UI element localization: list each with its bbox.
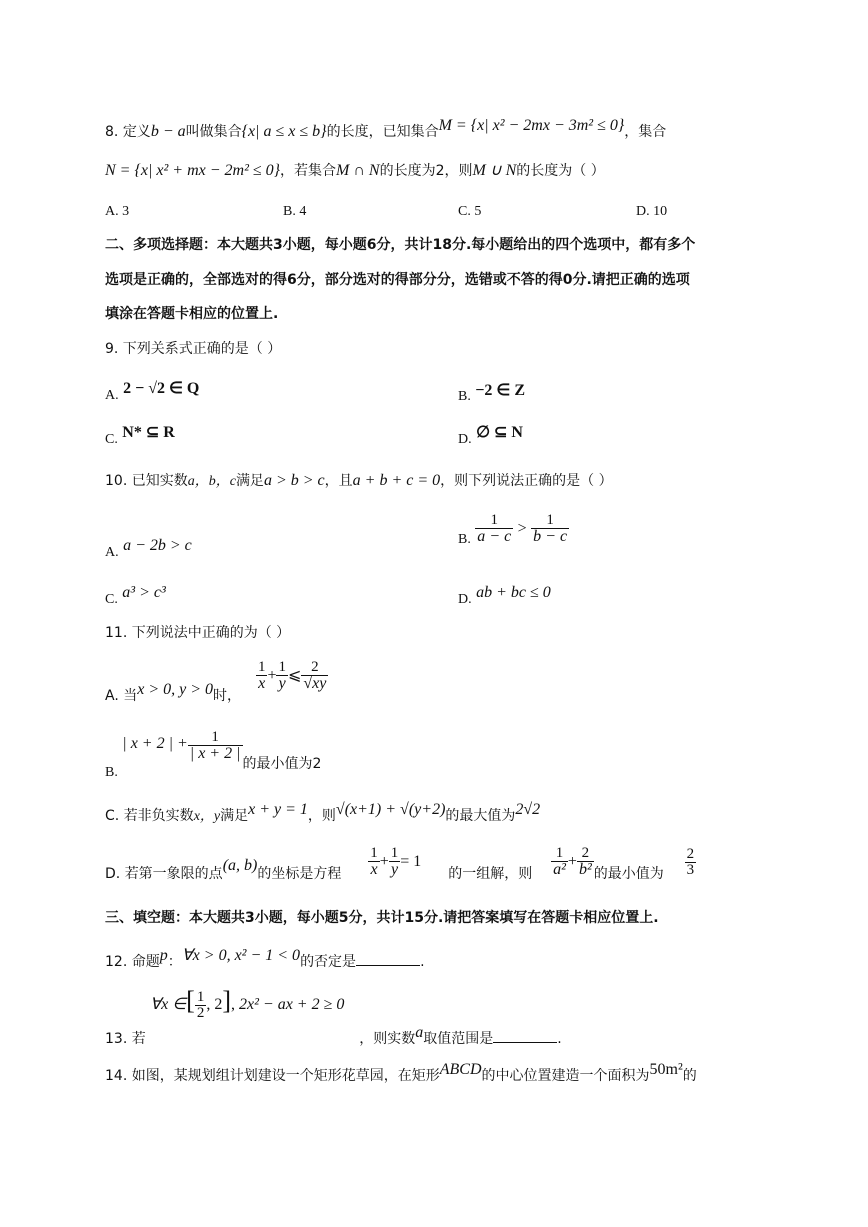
q11-option-a — [105, 659, 328, 704]
option-expr: a³ > c³ — [122, 584, 166, 601]
option-label: D. — [105, 866, 125, 882]
q11-text: 当 — [123, 688, 138, 704]
option-label: B. — [105, 765, 118, 780]
q13-text: . — [557, 1031, 562, 1047]
section2-line2: 选项是正确的，全部选对的得6分，部分选对的得部分分，选错或不答的得0分.请把正确的选项 — [105, 272, 690, 288]
q11-text: 的最大值为 — [445, 808, 516, 824]
q10-stem — [105, 473, 613, 489]
q8-text: ，若集合 — [280, 163, 337, 179]
q11-op: + — [379, 853, 389, 870]
section2-line1: 二、多项选择题：本大题共3小题，每小题6分，共计18分.每小题给出的四个选项中，都有多个 — [105, 237, 696, 253]
q9-option-c — [105, 424, 175, 447]
q12-math: ∀x > 0, x² − 1 < 0 — [181, 947, 301, 964]
option-expr: ∅ ⊆ N — [476, 424, 523, 441]
q11-math: x > 0, y > 0 — [137, 681, 214, 698]
q8-text: 叫做集合 — [185, 124, 242, 140]
q12-text: 12. 命题 — [105, 954, 160, 970]
option-label: C. — [105, 808, 124, 824]
q9-stem: 9. 下列关系式正确的是（ ） — [105, 341, 282, 357]
option-label: C. — [105, 592, 118, 607]
q12-math: p — [159, 947, 168, 964]
q11-text: 满足 — [220, 808, 249, 824]
q13-math: a — [415, 1024, 424, 1041]
q10-option-d — [458, 584, 551, 607]
q11-math: √(x+1) + √(y+2) — [335, 801, 446, 818]
q11-text: 的最小值为2 — [242, 756, 322, 772]
option-label: B. — [458, 389, 471, 404]
q13-math: , 2 — [206, 996, 223, 1013]
q13-text: ，则实数 — [359, 1031, 416, 1047]
q14-text: 的中心位置建造一个面积为 — [481, 1068, 650, 1084]
q8-option-c: C. 5 — [458, 204, 482, 219]
q12-text: . — [420, 954, 425, 970]
q10-vars: a，b，c — [187, 474, 236, 489]
option-label: D. — [458, 432, 472, 447]
q11-op: = 1 — [400, 853, 422, 870]
q8-math: M ∩ N — [336, 162, 380, 179]
option-label: D. — [458, 592, 472, 607]
q13-math: ∀x ∈ — [150, 996, 187, 1013]
fraction: $\frac{1}{a - c}$ — [477, 512, 512, 545]
q10-option-c — [105, 584, 166, 607]
fraction: $\frac{2}{3}$ — [686, 845, 695, 878]
fraction: $\frac{1}{| x + 2 |}$ — [189, 729, 241, 762]
fraction: $\frac{1}{\text{a²}}$ — [553, 845, 566, 878]
q11-math: | x + 2 | + — [122, 735, 188, 752]
q8-option-d: D. 10 — [636, 204, 668, 219]
q9-option-a — [105, 380, 200, 403]
fraction: $\frac{1}{x}$ — [257, 659, 266, 692]
option-expr: 2 − √2 ∈ Q — [123, 380, 200, 397]
q13-text: 13. 若 — [105, 1031, 146, 1047]
q8-math: N = {x| x² + mx − 2m² ≤ 0} — [105, 162, 281, 179]
q11-option-d — [105, 845, 696, 882]
q11-text: 的一组解，则 — [448, 866, 533, 882]
section2-line3: 填涂在答题卡相应的位置上. — [105, 306, 279, 322]
q14-math: ABCD — [439, 1061, 482, 1078]
q11-text: 若非负实数 — [123, 808, 194, 824]
fraction: $\frac{1}{2}$ — [196, 988, 205, 1021]
q8-math: {x| a ≤ x ≤ b} — [241, 123, 327, 140]
q11-text: ，则 — [307, 808, 336, 824]
q14-math: 50m² — [649, 1061, 683, 1078]
q11-op: + — [567, 853, 577, 870]
q10-option-b — [458, 513, 569, 545]
q8-text: 的长度为（ ） — [516, 163, 605, 179]
q10-text: ，且 — [324, 473, 353, 489]
q10-math: a + b + c = 0 — [352, 472, 441, 489]
q8-option-a: A. 3 — [105, 204, 130, 219]
q8-text: 定义 — [122, 124, 151, 140]
q8-text: 的长度为2，则 — [379, 163, 473, 179]
option-label: B. — [458, 532, 471, 547]
q8-math: M ∪ N — [472, 162, 517, 179]
q11-text: 的最小值为 — [593, 866, 664, 882]
q12 — [105, 947, 425, 970]
q8-option-b: B. 4 — [283, 204, 307, 219]
q11-math: 2√2 — [515, 801, 541, 818]
q8-text: 的长度，已知集合 — [326, 124, 439, 140]
q11-option-b — [105, 729, 322, 780]
q11-stem: 11. 下列说法中正确的为（ ） — [105, 625, 291, 641]
q11-text: 若第一象限的点 — [124, 866, 223, 882]
q8-number: 8. — [105, 124, 123, 140]
section3-heading: 三、填空题：本大题共3小题，每小题5分，共计15分.请把答案填写在答题卡相应位置上. — [105, 910, 659, 926]
q11-op: + — [267, 667, 277, 684]
q11-op: ⩽ — [287, 667, 302, 684]
fraction: $\frac{1}{y}$ — [278, 659, 286, 692]
q14-text: 的 — [682, 1068, 697, 1084]
q11-math: (a, b) — [222, 857, 258, 874]
q8-line1 — [105, 117, 667, 140]
q11-option-c — [105, 801, 541, 824]
q11-math: x + y = 1 — [248, 801, 308, 818]
q8-line2 — [105, 163, 605, 179]
q9-option-b — [458, 382, 526, 404]
q11-vars: x，y — [193, 809, 221, 824]
q9-option-d — [458, 424, 523, 447]
option-label: A. — [105, 545, 119, 560]
answer-blank[interactable] — [493, 1030, 557, 1043]
option-label: A. — [105, 388, 119, 403]
q12-text: 的否定是 — [300, 954, 357, 970]
q13-text: 取值范围是 — [423, 1031, 494, 1047]
q11-text: 时， — [213, 688, 242, 704]
bracket-right: ] — [222, 986, 231, 1015]
q14 — [105, 1061, 697, 1084]
q8-text: ，集合 — [624, 124, 667, 140]
option-expr: a − 2b > c — [123, 537, 192, 554]
option-expr: N* ⊆ R — [122, 424, 175, 441]
q12-text: ： — [167, 954, 182, 970]
option-label: C. — [105, 432, 118, 447]
option-label: A. — [105, 688, 124, 704]
option-expr: ab + bc ≤ 0 — [476, 584, 551, 601]
q10-option-a — [105, 537, 192, 560]
q14-text: 14. 如图，某规划组计划建设一个矩形花草园，在矩形 — [105, 1068, 440, 1084]
q10-text: ，则下列说法正确的是（ ） — [440, 473, 613, 489]
q13: 13. 若 ∀x ∈[ $\frac{1}{2}$ , 2], 2x² − ax + 2 ≥ 0 ，则实数a取值范围是 . — [105, 986, 562, 1047]
q11-text: 的坐标是方程 — [257, 866, 342, 882]
q10-text: 10. 已知实数 — [105, 473, 188, 489]
fraction: $\frac{1}{b - c}$ — [533, 512, 568, 545]
q8-math: M = {x| x² − 2mx − 3m² ≤ 0} — [438, 117, 625, 134]
fraction: $\frac{1}{x}$ — [370, 845, 378, 878]
option-op: > — [517, 520, 527, 537]
option-expr: −2 ∈ Z — [475, 382, 526, 399]
fraction: $\frac{1}{y}$ — [390, 845, 399, 878]
q8-math: b − a — [150, 123, 186, 140]
q13-math: 2x² − ax + 2 ≥ 0 — [239, 996, 345, 1013]
q10-math: a > b > c — [263, 472, 325, 489]
q10-text: 满足 — [235, 473, 264, 489]
answer-blank[interactable] — [356, 953, 420, 966]
fraction: $\frac{2}{\text{b²}}$ — [578, 845, 592, 878]
fraction: $\frac{2}{√xy}$ — [303, 659, 327, 692]
bracket-left: [ — [186, 986, 195, 1015]
